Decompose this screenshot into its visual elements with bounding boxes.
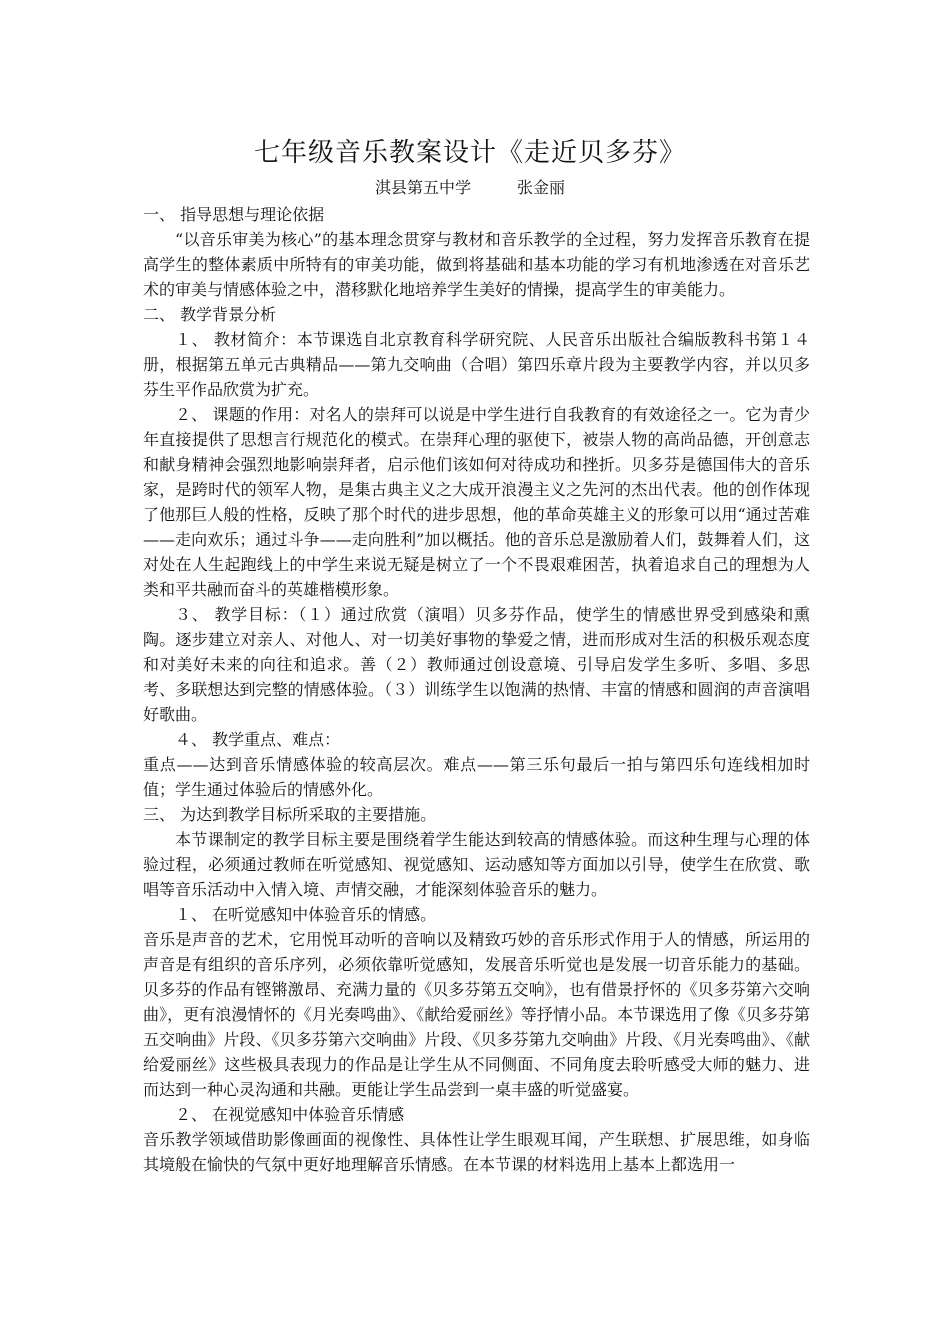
paragraph: ４、 教学重点、难点： — [175, 730, 341, 749]
author-line — [0, 177, 940, 199]
paragraph: “以音乐审美为核心”的基本理念贯穿与教材和音乐教学的全过程，努力发挥音乐教育在提高学生的整体素质中所特有的审美功能，做到将基础和基本功能的学习有机地渗透在对音乐艺术的审美与情感体验之中，潜移默化地培养学生美好的情操，提高学生的审美能力。 — [143, 230, 810, 299]
document-title: 七年级音乐教案设计《走近贝多芬》 — [253, 138, 686, 168]
paragraph: １、 在听觉感知中体验音乐的情感。 — [175, 905, 437, 924]
paragraph: ２、 课题的作用：对名人的崇拜可以说是中学生进行自我教育的有效途径之一。它为青少年直接提供了思想言行规范化的模式。在崇拜心理的驱使下，被崇人物的高尚品德，开创意志和献身精神会强烈地影响崇拜者，启示他们该如何对待成功和挫折。贝多芬是德国伟大的音乐家，是跨时代的领军人物，是集古典主义之大成开浪漫主义之先河的杰出代表。他的创作体现了他那巨人般的性格，反映了那个时代的进步思想，他的革命英雄主义的形象可以用“通过苦难——走向欢乐；通过斗争——走向胜利”加以概括。他的音乐总是激励着人们，鼓舞着人们，这对处在人生起跑线上的中学生来说无疑是树立了一个不畏艰难困苦，执着追求自己的理想为人类和平共融而奋斗的英雄楷模形象。 — [143, 405, 810, 599]
paragraph: 音乐教学领域借助影像画面的视像性、具体性让学生眼观耳闻，产生联想、扩展思维，如身临其境般在愉快的气氛中更好地理解音乐情感。在本节课的材料选用上基本上都选用一 — [143, 1130, 810, 1174]
paragraph: 本节课制定的教学目标主要是围绕着学生能达到较高的情感体验。而这种生理与心理的体验过程，必须通过教师在听觉感知、视觉感知、运动感知等方面加以引导，使学生在欣赏、歌唱等音乐活动中入情入境、声情交融，才能深刻体验音乐的魅力。 — [143, 830, 810, 899]
paragraph: ２、 在视觉感知中体验音乐情感 — [175, 1105, 405, 1124]
paragraph: 三、 为达到教学目标所采取的主要措施。 — [143, 805, 437, 824]
paragraph: ３、 教学目标：（１）通过欣赏（演唱）贝多芬作品，使学生的情感世界受到感染和熏陶。逐步建立对亲人、对他人、对一切美好事物的挚爱之情，进而形成对生活的积极乐观态度和对美好未来的向往和追求。善（２）教师通过创设意境、引导启发学生多听、多唱、多思考、多联想达到完整的情感体验。（３）训练学生以饱满的热情、丰富的情感和圆润的声音演唱好歌曲。 — [143, 605, 810, 724]
paragraph: 一、 指导思想与理论依据 — [143, 205, 325, 224]
author-name: 张金丽 — [517, 178, 566, 197]
document-body — [143, 202, 810, 1177]
paragraph: １、 教材简介：本节课选自北京教育科学研究院、人民音乐出版社合编版教科书第１４册，根据第五单元古典精品——第九交响曲（合唱）第四乐章片段为主要教学内容，并以贝多芬生平作品欣赏为扩充。 — [143, 330, 810, 399]
author-school: 淇县第五中学 — [374, 178, 471, 197]
paragraph: 音乐是声音的艺术，它用悦耳动听的音响以及精致巧妙的音乐形式作用于人的情感，所运用的声音是有组织的音乐序列，必须依靠听觉感知，发展音乐听觉也是发展一切音乐能力的基础。贝多芬的作品有铿锵激昂、充满力量的《贝多芬第五交响》，也有借景抒怀的《贝多芬第六交响曲》，更有浪漫情怀的《月光奏鸣曲》、《献给爱丽丝》等抒情小品。本节课选用了像《贝多芬第五交响曲》片段、《贝多芬第六交响曲》片段、《贝多芬第九交响曲》片段、《月光奏鸣曲》、《献给爱丽丝》这些极具表现力的作品是让学生从不同侧面、不同角度去聆听感受大师的魅力、进而达到一种心灵沟通和共融。更能让学生品尝到一桌丰盛的听觉盛宴。 — [143, 930, 810, 1099]
paragraph: 重点——达到音乐情感体验的较高层次。难点——第三乐句最后一拍与第四乐句连线相加时值；学生通过体验后的情感外化。 — [143, 755, 810, 799]
paragraph: 二、 教学背景分析 — [143, 305, 277, 324]
